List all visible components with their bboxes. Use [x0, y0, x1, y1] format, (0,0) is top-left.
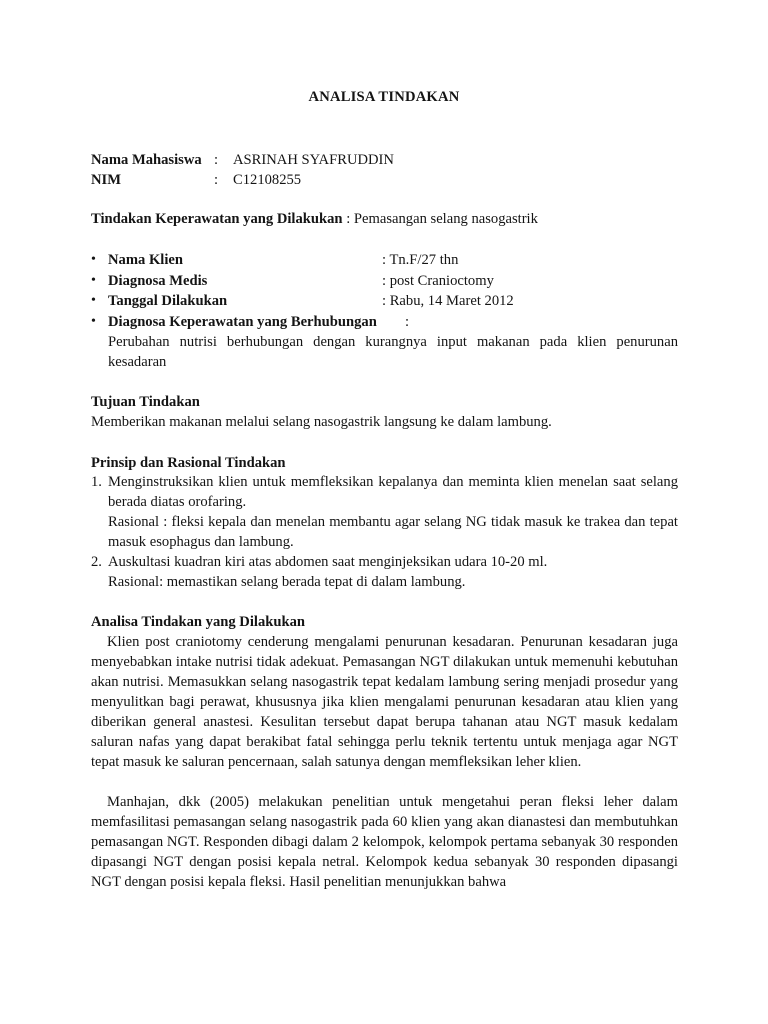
- analisa-paragraph: Manhajan, dkk (2005) melakukan penelitian untuk mengetahui peran fleksi leher dalam memfasilitasi pemasangan selang nasogastrik pada 60 klien yang akan dianastesi dan membutuhkan pemasangan NGT. Responden dibagi dalam 2 kelompok, kelompok pertama sebanyak 30 responden dipasangi NGT dengan posisi kepala netral. Kelompok kedua sebanyak 30 responden dipasangi NGT dengan posisi kepala fleksi. Hasil penelitian menunjukkan bahwa: [91, 794, 678, 890]
- tujuan-text: Memberikan makanan melalui selang nasogastrik langsung ke dalam lambung.: [91, 414, 552, 430]
- student-name-value: ASRINAH SYAFRUDDIN: [233, 152, 394, 168]
- nursing-diagnosis-colon: :: [405, 314, 410, 330]
- action-line: [91, 209, 538, 229]
- date-label: Tanggal Dilakukan: [108, 293, 228, 309]
- client-name-label: Nama Klien: [108, 252, 183, 268]
- action-value: : Pemasangan selang nasogastrik: [342, 211, 538, 227]
- list-number: 1.: [91, 474, 102, 490]
- nursing-diagnosis-text: Perubahan nutrisi berhubungan dengan kurangnya input makanan pada klien penurunan kesadaran: [108, 334, 678, 370]
- student-name-label: Nama Mahasiswa: [91, 152, 202, 168]
- prinsip-heading: Prinsip dan Rasional Tindakan: [91, 455, 286, 471]
- document-title: ANALISA TINDAKAN: [308, 89, 460, 105]
- student-name-colon: :: [214, 152, 219, 168]
- tujuan-heading: Tujuan Tindakan: [91, 394, 200, 410]
- bullet-icon: •: [91, 273, 96, 288]
- prinsip-item-rasional: Rasional: memastikan selang berada tepat di dalam lambung.: [108, 574, 466, 590]
- medical-diagnosis-value: : post Cranioctomy: [382, 273, 494, 289]
- client-name-value: : Tn.F/27 thn: [382, 252, 459, 268]
- bullet-icon: •: [91, 293, 96, 308]
- analisa-paragraph: Klien post craniotomy cenderung mengalami penurunan kesadaran. Penurunan kesadaran juga menyebabkan intake nutrisi tidak adekuat. Pemasangan NGT dilakukan untuk memenuhi kebutuhan akan nutrisi. Memasukkan selang nasogastrik tepat kedalam lambung sering menjadi prosedur yang menyulitkan bagi perawat, khususnya jika klien mengalami penurunan kesadaran atau klien yang diberikan general anastesi. Kesulitan tersebut dapat berupa tahanan atau NGT masuk kedalam saluran nafas yang dapat berakibat fatal sehingga perlu teknik tertentu untuk menjaga agar NGT tepat masuk ke saluran pencernaan, salah satunya dengan memfleksikan leher klien.: [91, 634, 678, 770]
- nursing-diagnosis-label: Diagnosa Keperawatan yang Berhubungan: [108, 314, 377, 330]
- bullet-icon: •: [91, 314, 96, 329]
- action-label: Tindakan Keperawatan yang Dilakukan: [91, 211, 343, 227]
- nim-colon: :: [214, 172, 219, 188]
- prinsip-item-text: Auskultasi kuadran kiri atas abdomen saat menginjeksikan udara 10-20 ml.: [108, 554, 548, 570]
- bullet-icon: •: [91, 252, 96, 267]
- date-value: : Rabu, 14 Maret 2012: [382, 293, 514, 309]
- medical-diagnosis-label: Diagnosa Medis: [108, 273, 208, 289]
- prinsip-item-text: Menginstruksikan klien untuk memfleksikan kepalanya dan meminta klien menelan saat selang berada diatas orofaring.: [108, 474, 678, 510]
- analisa-heading: Analisa Tindakan yang Dilakukan: [91, 614, 306, 630]
- nim-value: C12108255: [233, 172, 302, 188]
- prinsip-item-rasional: Rasional : fleksi kepala dan menelan membantu agar selang NG tidak masuk ke trakea dan tepat masuk esophagus dan lambung.: [108, 514, 678, 550]
- list-number: 2.: [91, 554, 102, 570]
- nim-label: NIM: [91, 172, 121, 188]
